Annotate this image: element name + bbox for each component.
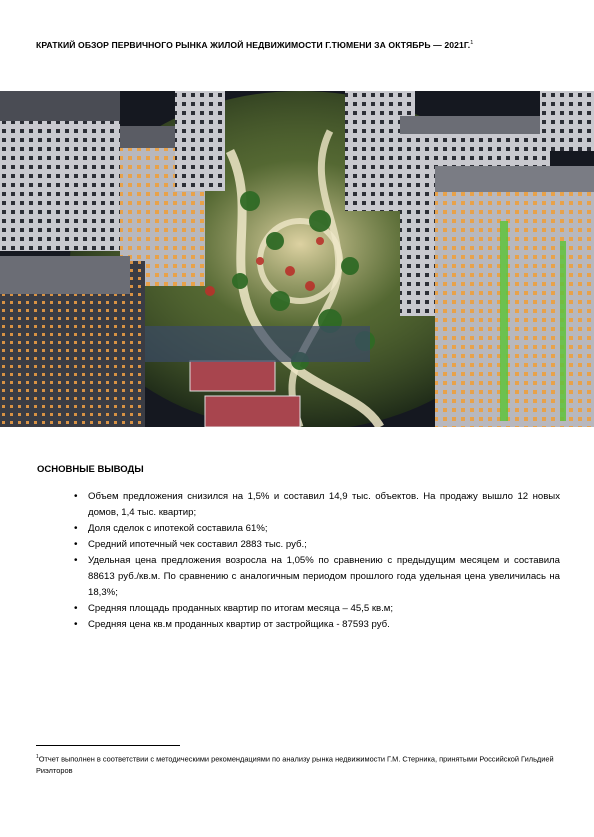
footnote (36, 751, 556, 777)
sports-court (190, 361, 275, 391)
report-title-text: КРАТКИЙ ОБЗОР ПЕРВИЧНОГО РЫНКА ЖИЛОЙ НЕДВИЖИМОСТИ Г.ТЮМЕНИ ЗА ОКТЯБРЬ — 2021Г. (36, 40, 471, 50)
findings-heading: ОСНОВНЫЕ ВЫВОДЫ (37, 464, 144, 475)
list-item: • Удельная цена предложения возросла на 1,05% по сравнению с предыдущим месяцем и составила 88613 руб./кв.м. По сравнению с аналогичным периодом прошлого года удельная цена увеличилась на 18,3%; (72, 553, 560, 601)
report-title (36, 40, 576, 50)
building (435, 171, 594, 427)
title-footnote-mark: 1 (470, 40, 474, 47)
list-item: • Средняя цена кв.м проданных квартир от застройщика - 87593 руб. (72, 617, 560, 633)
footnote-divider (36, 745, 180, 746)
footnote-text: Отчет выполнен в соответствии с методическими рекомендациями по анализу рынка недвижимости Г.М. Стерника, принятыми Российской Гильдией Риэлторов (36, 754, 554, 776)
hero-image (0, 91, 594, 427)
findings-list (72, 489, 560, 633)
list-item: • Объем предложения снизился на 1,5% и составил 14,9 тыс. объектов. На продажу вышло 12 новых домов, 1,4 тыс. квартир; (72, 489, 560, 521)
sports-court (205, 396, 300, 427)
residential-complex-illustration (0, 91, 594, 427)
list-item: • Доля сделок с ипотекой составила 61%; (72, 521, 560, 537)
list-item: • Средняя площадь проданных квартир по итогам месяца – 45,5 кв.м; (72, 601, 560, 617)
list-item: • Средний ипотечный чек составил 2883 тыс. руб.; (72, 537, 560, 553)
building (175, 91, 225, 191)
footnote-mark: 1 (36, 754, 39, 760)
